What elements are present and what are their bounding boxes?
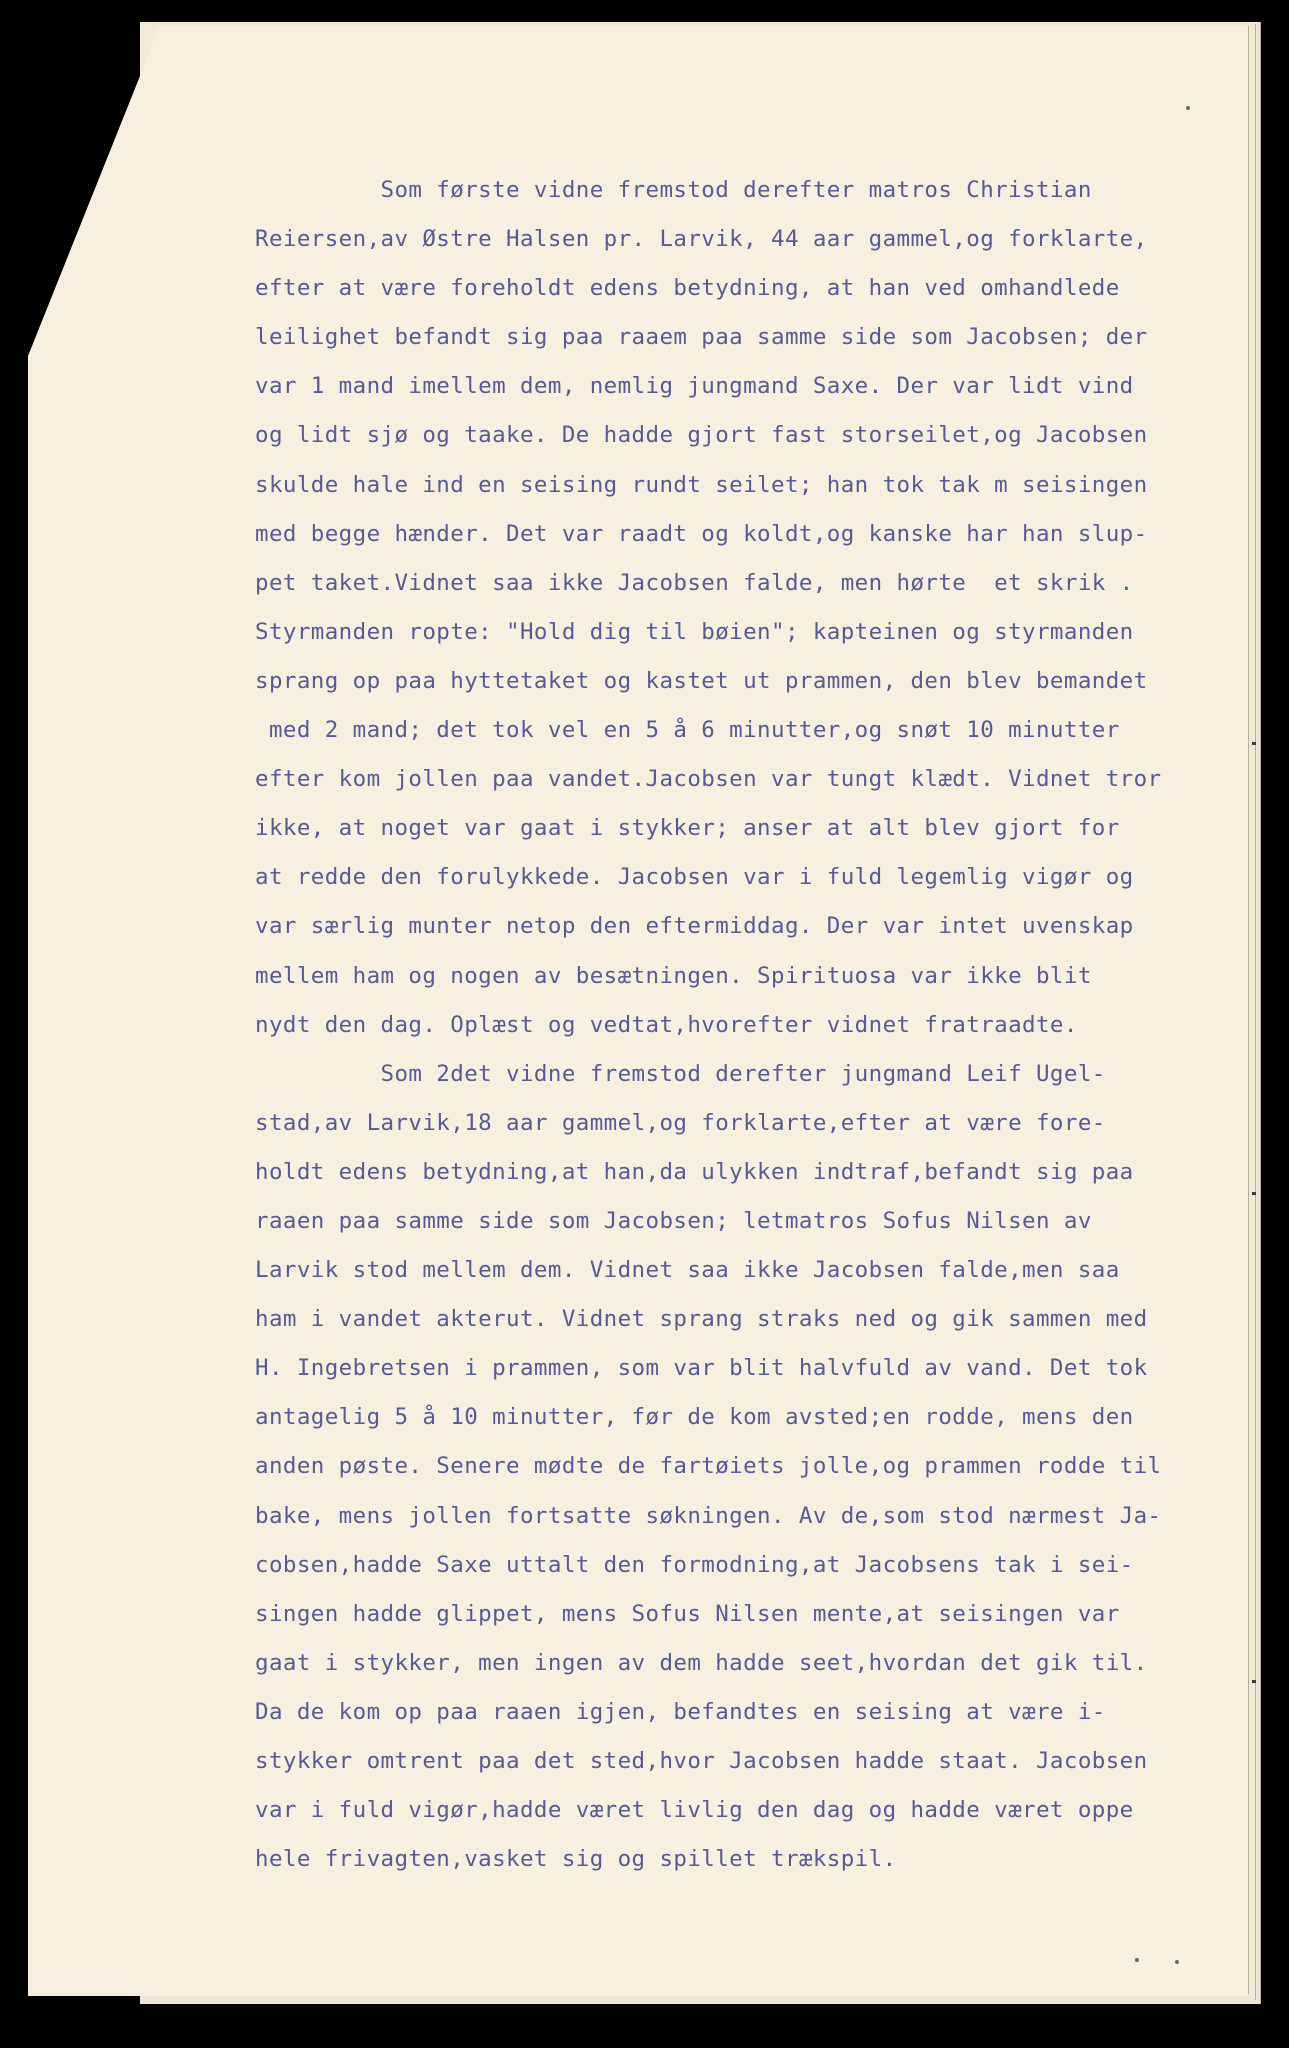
text-line: ham i vandet akterut. Vidnet sprang straks ned og gik sammen med bbox=[255, 1306, 1148, 1333]
text-line: var 1 mand imellem dem, nemlig jungmand Saxe. Der var lidt vind bbox=[255, 373, 1134, 400]
text-line: singen hadde glippet, mens Sofus Nilsen mente,at seisingen var bbox=[255, 1600, 1120, 1627]
text-line: nydt den dag. Oplæst og vedtat,hvorefter vidnet fratraadte. bbox=[255, 1011, 1078, 1038]
text-line: antagelig 5 å 10 minutter, før de kom avsted;en rodde, mens den bbox=[255, 1404, 1134, 1431]
text-line: holdt edens betydning,at han,da ulykken indtraf,befandt sig paa bbox=[255, 1158, 1134, 1185]
text-line: Da de kom op paa raaen igjen, befandtes en seising at være i- bbox=[255, 1698, 1106, 1725]
text-line: Styrmanden ropte: "Hold dig til bøien"; kapteinen og styrmanden bbox=[255, 618, 1134, 645]
text-line: og lidt sjø og taake. De hadde gjort fast storseilet,og Jacobsen bbox=[255, 422, 1148, 449]
text-line: bake, mens jollen fortsatte søkningen. Av de,som stod nærmest Ja- bbox=[255, 1502, 1162, 1529]
text-line: stykker omtrent paa det sted,hvor Jacobsen hadde staat. Jacobsen bbox=[255, 1748, 1148, 1774]
text-line: pet taket.Vidnet saa ikke Jacobsen falde, men hørte et skrik . bbox=[255, 569, 1134, 596]
text-line: var særlig munter netop den eftermiddag. Der var intet uvenskap bbox=[255, 913, 1134, 940]
edge-mark bbox=[1252, 1680, 1256, 1683]
text-line: med 2 mand; det tok vel en 5 å 6 minutter,og snøt 10 minutter bbox=[255, 717, 1120, 744]
ink-speck bbox=[1186, 106, 1190, 110]
text-line: Larvik stod mellem dem. Vidnet saa ikke Jacobsen falde,men saa bbox=[255, 1257, 1120, 1284]
text-line: efter kom jollen paa vandet.Jacobsen var tungt klædt. Vidnet tror bbox=[255, 766, 1162, 793]
ink-speck bbox=[1175, 1960, 1179, 1964]
edge-mark bbox=[1252, 1192, 1256, 1195]
text-line: sprang op paa hyttetaket og kastet ut prammen, den blev bemandet bbox=[255, 667, 1148, 694]
edge-mark bbox=[1252, 742, 1256, 745]
text-line: med begge hænder. Det var raadt og koldt,og kanske har han slup- bbox=[255, 520, 1148, 547]
text-line: gaat i stykker, men ingen av dem hadde seet,hvordan det gik til. bbox=[255, 1649, 1148, 1676]
text-line: leilighet befandt sig paa raaem paa samme side som Jacobsen; der bbox=[255, 324, 1148, 351]
text-line: skulde hale ind en seising rundt seilet; han tok tak m seisingen bbox=[255, 471, 1148, 498]
text-line: mellem ham og nogen av besætningen. Spirituosa var ikke blit bbox=[255, 962, 1092, 989]
text-line: stad,av Larvik,18 aar gammel,og forklarte,efter at være fore- bbox=[255, 1109, 1106, 1136]
text-line: cobsen,hadde Saxe uttalt den formodning,at Jacobsens tak i sei- bbox=[255, 1551, 1134, 1578]
text-line: H. Ingebretsen i prammen, som var blit halvfuld av vand. Det tok bbox=[255, 1355, 1148, 1382]
text-line: hele frivagten,vasket sig og spillet trækspil. bbox=[255, 1846, 897, 1873]
text-line: Reiersen,av Østre Halsen pr. Larvik, 44 aar gammel,og forklarte, bbox=[255, 226, 1148, 253]
text-line: raaen paa samme side som Jacobsen; letmatros Sofus Nilsen av bbox=[255, 1207, 1092, 1234]
text-line: Som første vidne fremstod derefter matros Christian bbox=[255, 177, 1092, 203]
ink-speck bbox=[1135, 1958, 1139, 1962]
text-line: efter at være foreholdt edens betydning, at han ved omhandlede bbox=[255, 275, 1120, 302]
text-line: anden pøste. Senere mødte de fartøiets jolle,og prammen rodde til bbox=[255, 1453, 1162, 1480]
text-line: ikke, at noget var gaat i stykker; anser at alt blev gjort for bbox=[255, 815, 1120, 842]
text-line: Som 2det vidne fremstod derefter jungmand Leif Ugel- bbox=[255, 1060, 1106, 1087]
document-body bbox=[255, 166, 1245, 1884]
text-line: var i fuld vigør,hadde været livlig den dag og hadde været oppe bbox=[255, 1797, 1134, 1824]
text-line: at redde den forulykkede. Jacobsen var i fuld legemlig vigør og bbox=[255, 864, 1134, 891]
